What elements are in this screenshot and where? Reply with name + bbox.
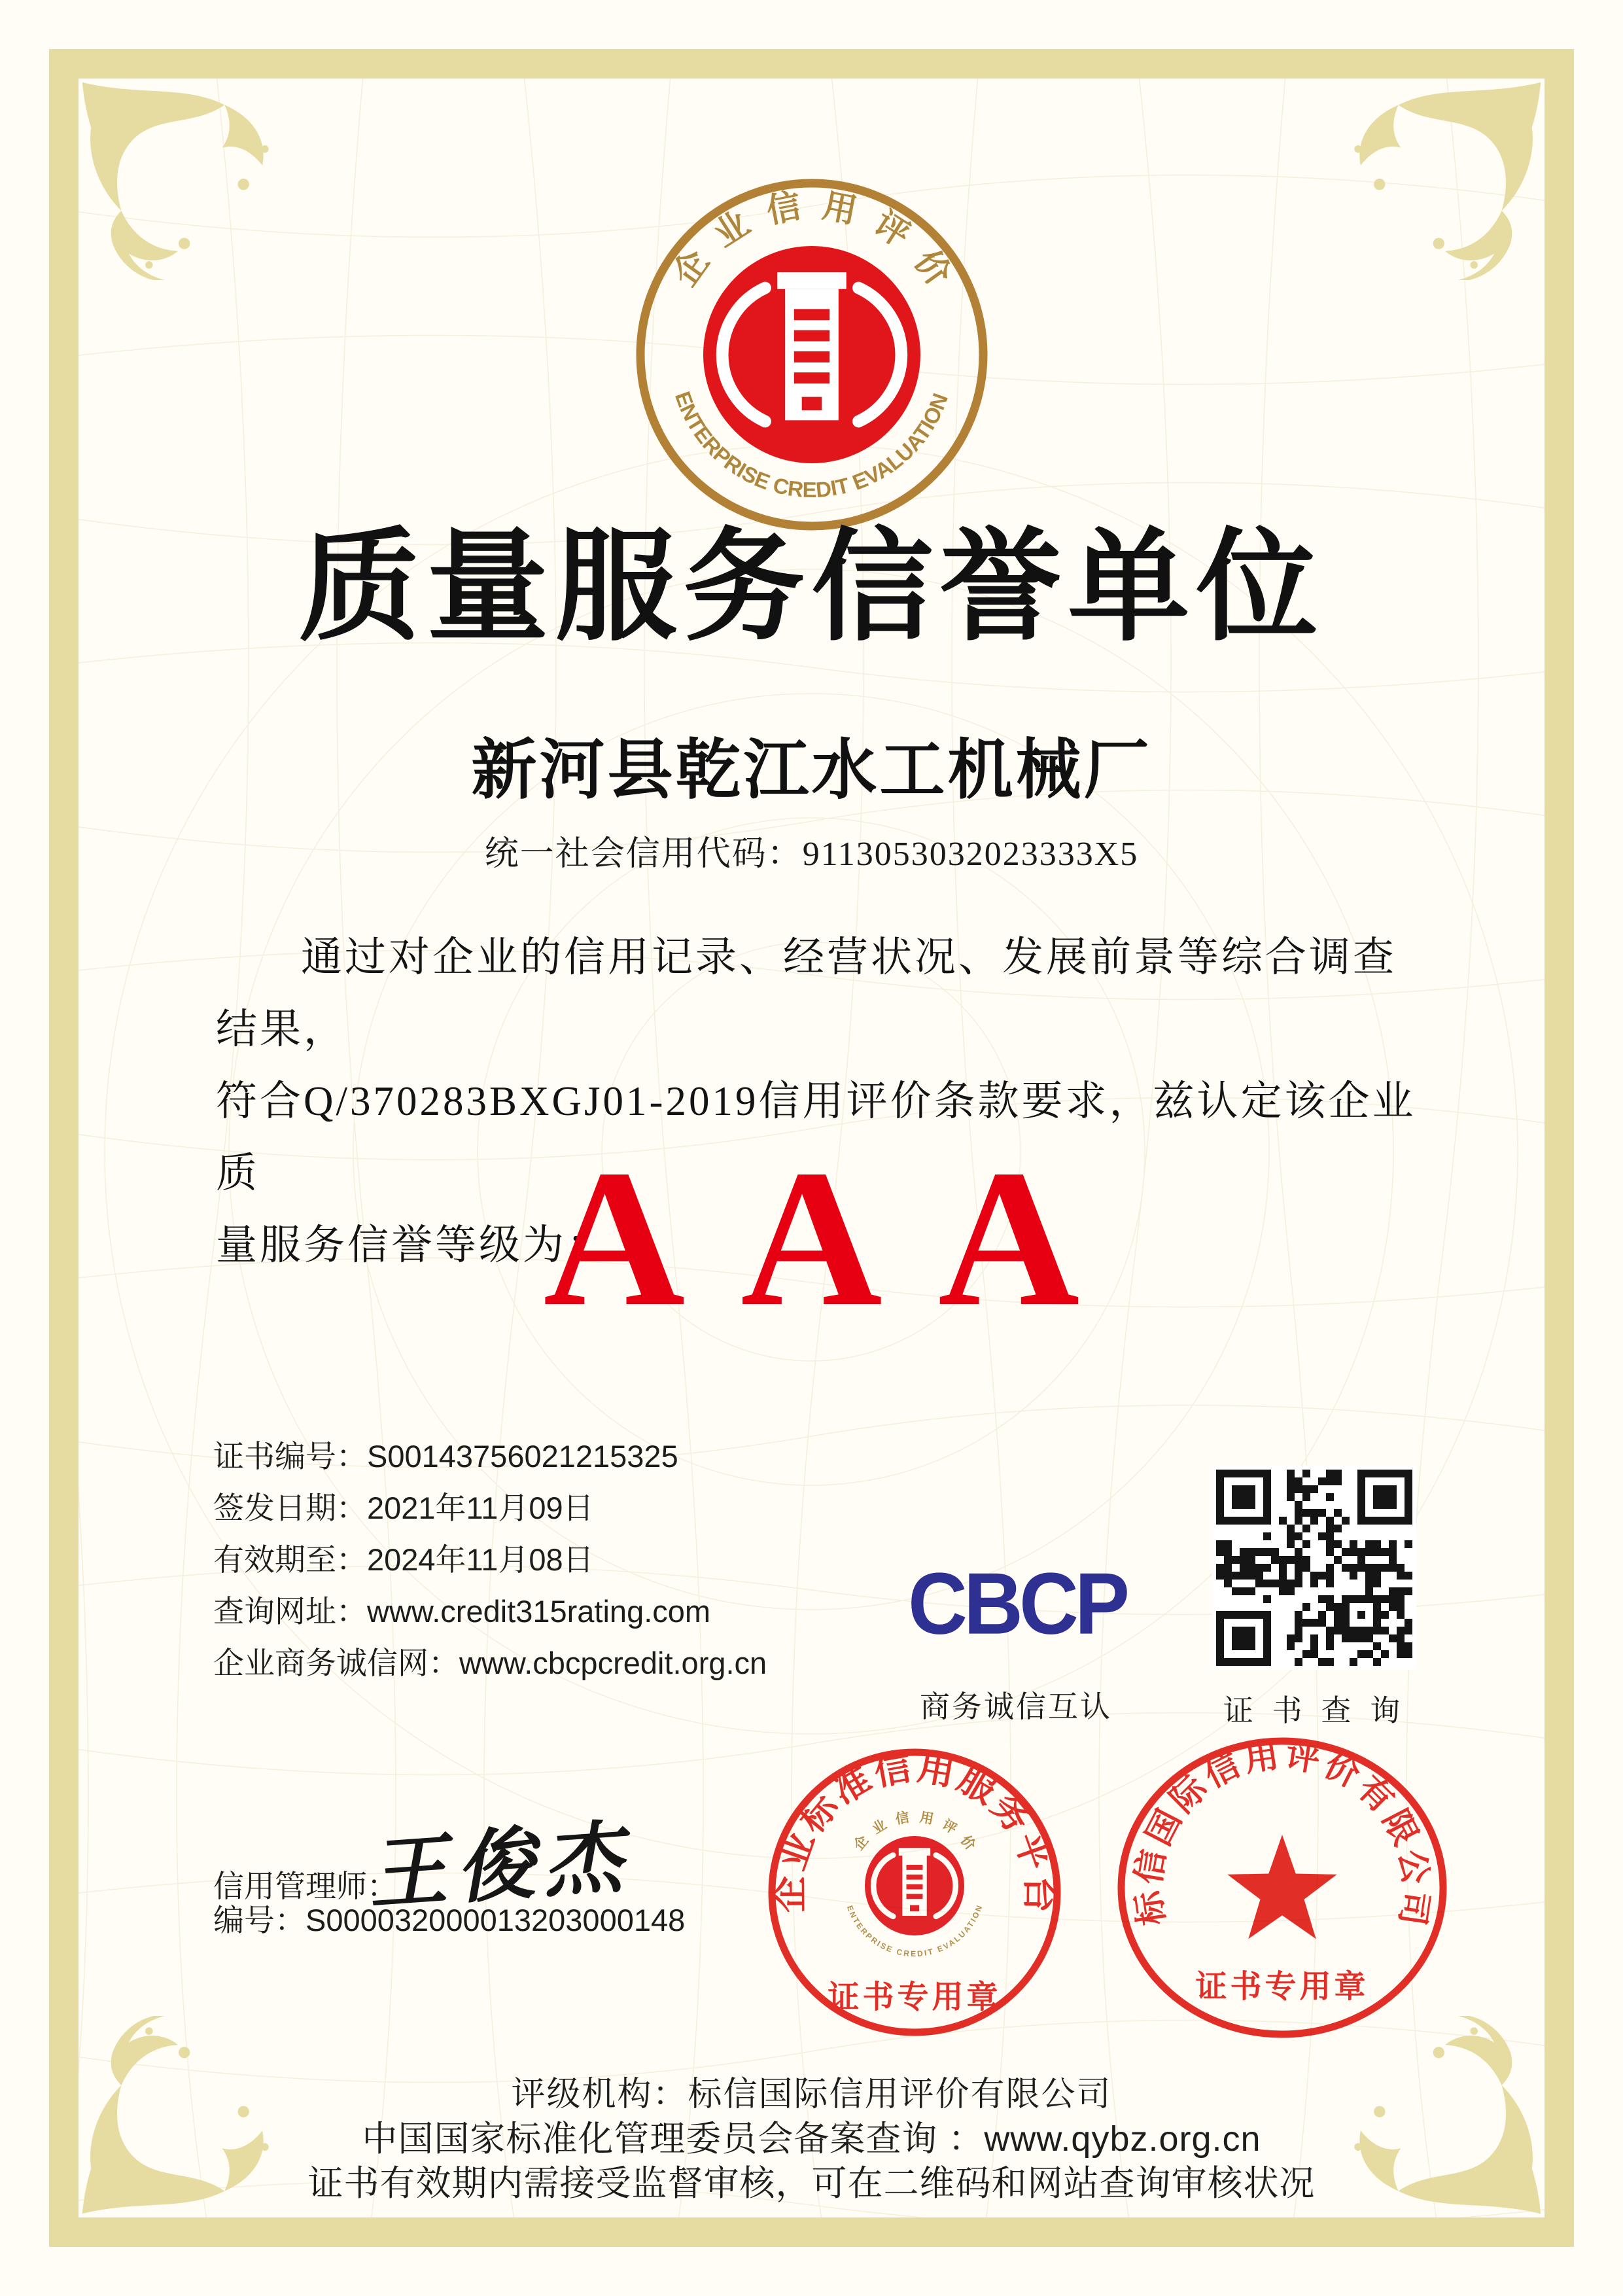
query-url-row: 查询网址：www.credit315rating.com — [213, 1594, 711, 1629]
issue-date-row: 签发日期：2021年11月09日 — [213, 1491, 594, 1525]
manager-number-line: 编号：S000032000013203000148 — [213, 1903, 686, 1937]
stamp1-mini-bottom-arc: ENTERPRISE CREDIT EVALUATION — [845, 1904, 985, 1959]
valid-until-row: 有效期至：2024年11月08日 — [213, 1542, 594, 1577]
footer-registry-query: 中国国家标准化管理委员会备案查询 ：www.qybz.org.cn — [362, 2119, 1261, 2159]
qr-caption: 证 书 查 询 — [1223, 1693, 1406, 1727]
cbcp-caption: 商务诚信互认 — [920, 1689, 1112, 1723]
stamp1-mini-top-arc: 企业信用评价 — [850, 1809, 979, 1854]
body-line-1: 通过对企业的信用记录、经营状况、发展前景等综合调查结果， — [216, 934, 1397, 1052]
agency-seal-stamp — [1112, 1735, 1452, 2043]
badge-bottom-arc-text: ENTERPRISE CREDIT EVALUATION — [670, 388, 953, 503]
footer-rating-agency: 评级机构：标信国际信用评价有限公司 — [511, 2075, 1112, 2113]
body-line-3: 量服务信誉等级为： — [216, 1222, 610, 1268]
cbcp-logo: CBCP — [908, 1554, 1126, 1653]
credit-manager-label: 信用管理师： — [213, 1869, 398, 1903]
credit-evaluation-badge-icon — [629, 171, 995, 538]
stamp1-bottom-text: 证书专用章 — [828, 1980, 1002, 2015]
stamp2-arc-text: 标信国际信用评价有限公司 — [1130, 1737, 1435, 1928]
corner-ornament-top-right — [1343, 79, 1544, 280]
company-name: 新河县乾江水工机械厂 — [471, 733, 1152, 807]
cbcp-site-row: 企业商务诚信网：www.cbcpcredit.org.cn — [213, 1646, 767, 1680]
signature-name: 王俊杰 — [365, 1814, 634, 1919]
stamp2-bottom-text: 证书专用章 — [1195, 1969, 1369, 2004]
qr-code — [1212, 1466, 1416, 1670]
rating-aaa: AAA — [543, 1129, 1136, 1347]
certificate-number-row: 证书编号：S00143756021215325 — [213, 1439, 678, 1474]
platform-seal-stamp — [764, 1743, 1065, 2044]
star-icon — [1227, 1835, 1336, 1939]
page-title: 质量服务信誉单位 — [298, 521, 1325, 656]
badge-top-arc-text: 企 业 信 用 评 价 — [666, 187, 957, 293]
credit-code-line: 统一社会信用代码：9113053032023333X5 — [484, 836, 1139, 873]
body-line-2: 符合Q/370283BXGJ01-2019信用评价条款要求，兹认定该企业质 — [216, 1078, 1416, 1196]
corner-ornament-top-left — [79, 79, 280, 280]
details-list — [213, 1430, 767, 1689]
stamp1-arc-text: 企业标准信用服务平台 — [769, 1747, 1060, 1913]
footer-supervision-note: 证书有效期内需接受监督审核，可在二维码和网站查询审核状况 — [307, 2164, 1316, 2203]
